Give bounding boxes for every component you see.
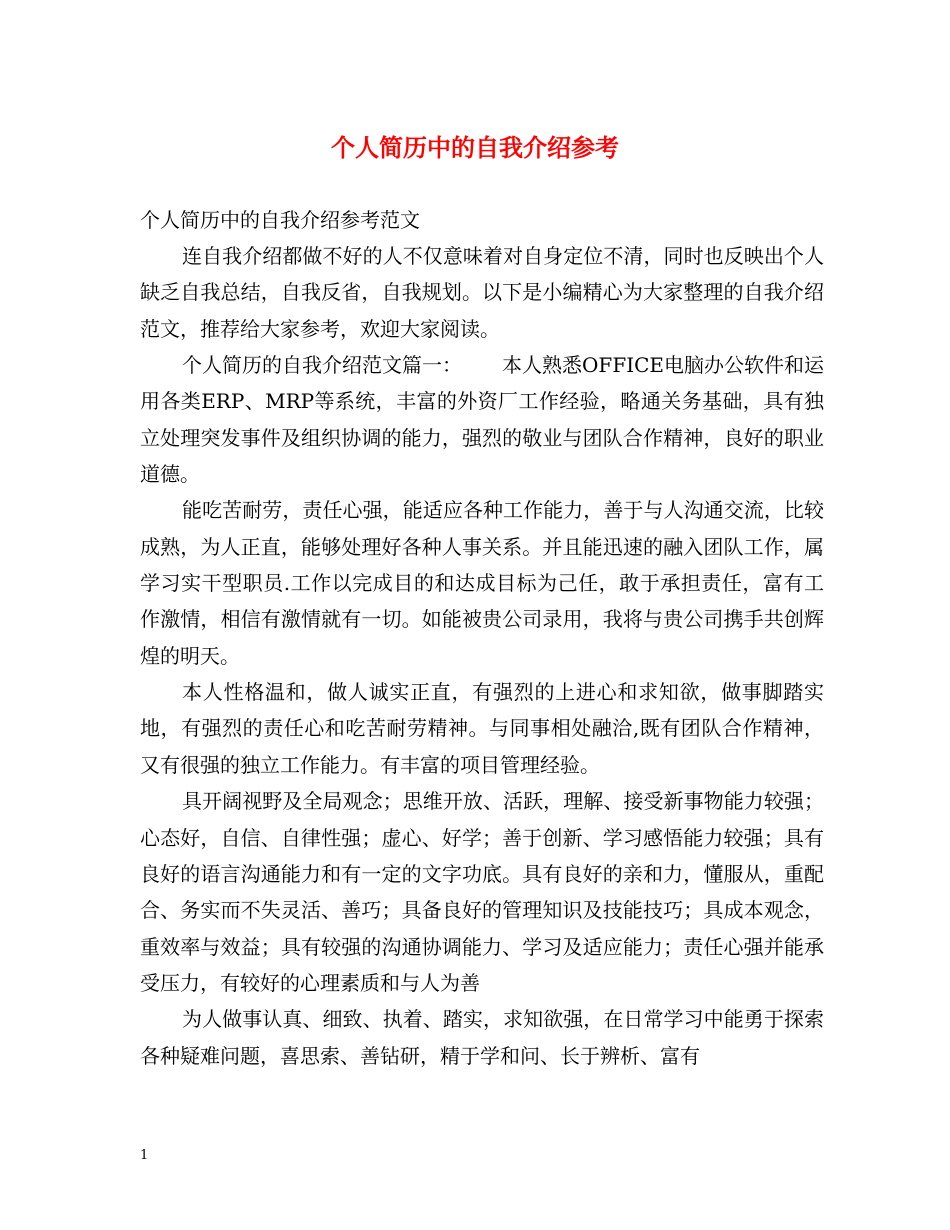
page-number: 1 (140, 1148, 149, 1163)
article-one-text: 本人熟悉OFFICE电脑办公软件和运用各类ERP、MRP等系统，丰富的外资厂工作经验，略通关务基础，具有独立处理突发事件及组织协调的能力，强烈的敬业与团队合作精神，良好的职业道德。 (140, 353, 825, 487)
document-body (140, 238, 824, 1074)
paragraph-vision: 具开阔视野及全局观念；思维开放、活跃，理解、接受新事物能力较强；心态好，自信、自律性强；虚心、好学；善于创新、学习感悟能力较强；具有良好的语言沟通能力和有一定的文字功底。具有良好的亲和力，懂服从，重配合、务实而不失灵活、善巧；具备良好的管理知识及技能技巧；具成本观念，重效率与效益；具有较强的沟通协调能力、学习及适应能力；责任心强并能承受压力，有较好的心理素质和与人为善 (140, 789, 824, 995)
document-subtitle: 个人简历中的自我介绍参考范文 (140, 208, 420, 232)
paragraph-diligence: 为人做事认真、细致、执着、踏实，求知欲强，在日常学习中能勇于探索各种疑难问题，喜思索、善钻研，精于学和问、长于辨析、富有 (140, 1007, 824, 1068)
article-one-heading: 个人简历的自我介绍范文篇一： (182, 353, 463, 378)
document-title: 个人简历中的自我介绍参考 (331, 133, 619, 162)
paragraph-personality: 本人性格温和，做人诚实正直，有强烈的上进心和求知欲，做事脚踏实地，有强烈的责任心和吃苦耐劳精神。与同事相处融洽,既有团队合作精神，又有很强的独立工作能力。有丰富的项目管理经验。 (140, 680, 824, 777)
paragraph-article-one (140, 347, 824, 492)
paragraph-intro: 连自我介绍都做不好的人不仅意味着对自身定位不清，同时也反映出个人缺乏自我总结，自我反省，自我规划。以下是小编精心为大家整理的自我介绍范文，推荐给大家参考，欢迎大家阅读。 (140, 244, 824, 341)
paragraph-hardworking: 能吃苦耐劳，责任心强，能适应各种工作能力，善于与人沟通交流，比较成熟，为人正直，能够处理好各种人事关系。并且能迅速的融入团队工作，属学习实干型职员.工作以完成目的和达成目标为己任，敢于承担责任，富有工作激情，相信有激情就有一切。如能被贵公司录用，我将与贵公司携手共创辉煌的明天。 (140, 498, 824, 668)
